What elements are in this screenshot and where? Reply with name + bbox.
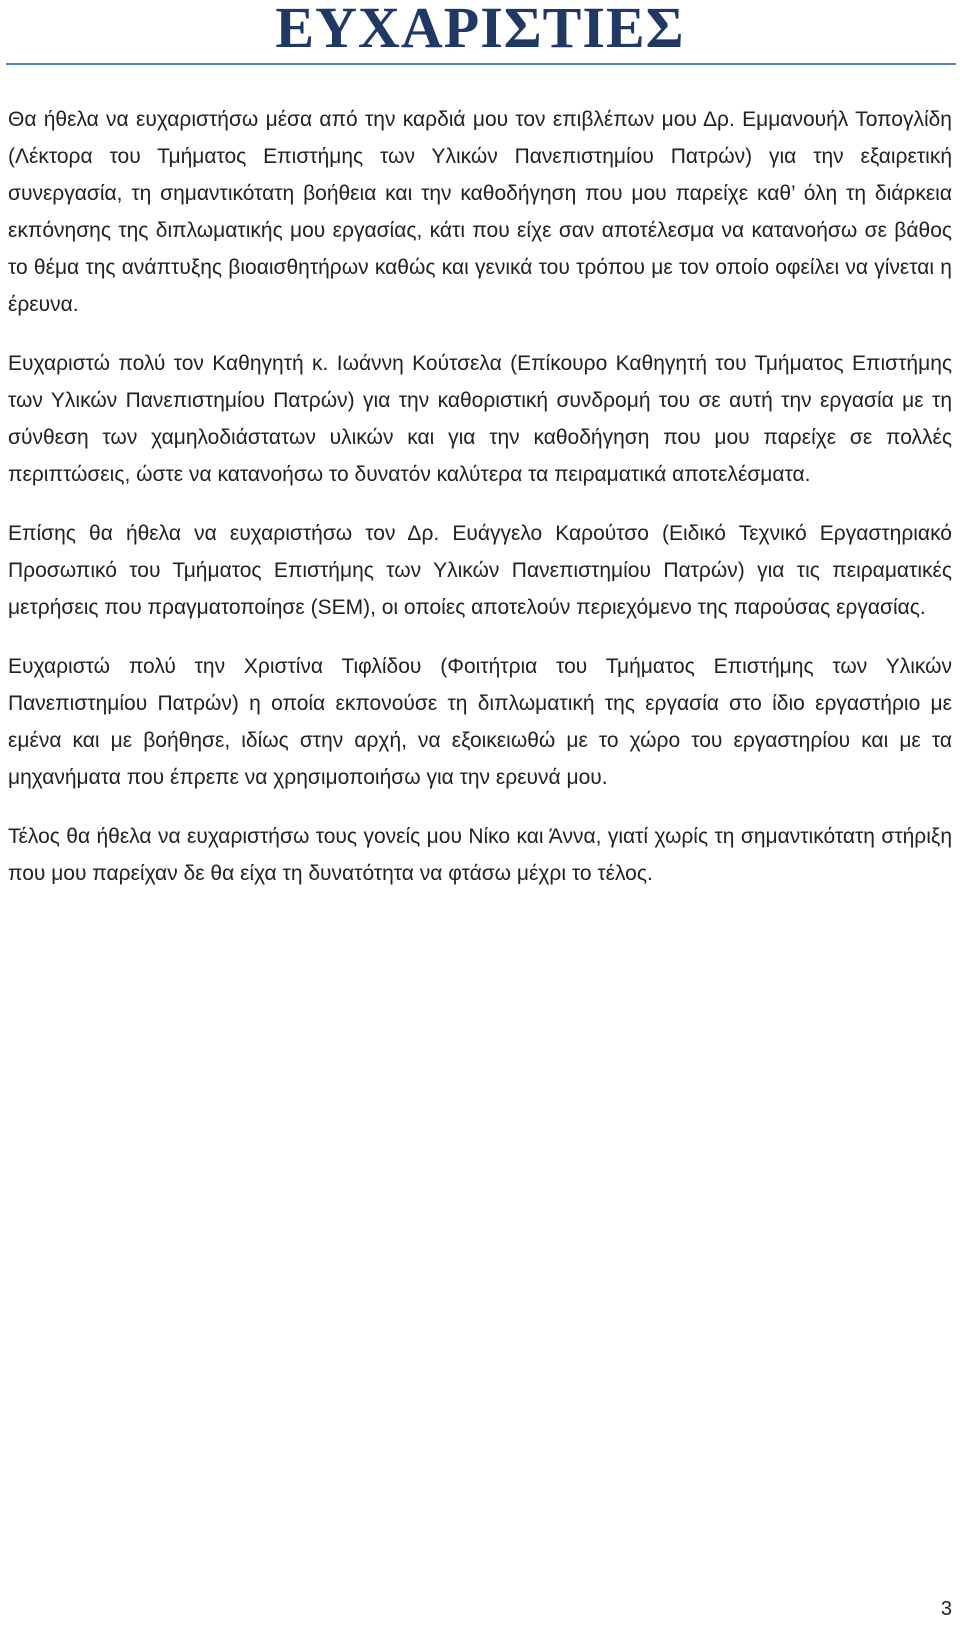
title-underline-rule	[6, 63, 956, 65]
page-title: ΕΥΧΑΡΙΣΤΙΕΣ	[275, 0, 685, 60]
paragraph-sem-thanks: Επίσης θα ήθελα να ευχαριστήσω τον Δρ. Ευάγγελο Καρούτσο (Ειδικό Τεχνικό Εργαστηριακό Προσωπικό του Τμήματος Επιστήμης των Υλικών Πανεπιστημίου Πατρών) για τις πειραματικές μετρήσεις που πραγματοποίησε (SEM), οι οποίες αποτελούν περιεχόμενο της παρούσας εργασίας.	[8, 522, 952, 619]
paragraph-supervisor-thanks: Θα ήθελα να ευχαριστήσω μέσα από την καρδιά μου τον επιβλέπων μου Δρ. Εμμανουήλ Τοπογλίδη (Λέκτορα του Τμήματος Επιστήμης των Υλικών Πανεπιστημίου Πατρών) για την εξαιρετική συνεργασία, τη σημαντικότατη βοήθεια και την καθοδήγηση που μου παρείχε καθ’ όλη τη διάρκεια εκπόνησης της διπλωματικής μου εργασίας, κάτι που είχε σαν αποτέλεσμα να κατανοήσω σε βάθος το θέμα της ανάπτυξης βιοαισθητήρων καθώς και γενικά του τρόπου με τον οποίο οφείλει να γίνεται η έρευνα.	[8, 108, 952, 316]
paragraph-professor-thanks: Ευχαριστώ πολύ τον Καθηγητή κ. Ιωάννη Κούτσελα (Επίκουρο Καθηγητή του Τμήματος Επιστήμης των Υλικών Πανεπιστημίου Πατρών) για την καθοριστική συνδρομή του σε αυτή την εργασία με τη σύνθεση των χαμηλοδιάστατων υλικών και για την καθοδήγηση που μου παρείχε σε πολλές περιπτώσεις, ώστε να κατανοήσω το δυνατόν καλύτερα τα πειραματικά αποτελέσματα.	[8, 352, 952, 486]
paragraph-parents-thanks: Τέλος θα ήθελα να ευχαριστήσω τους γονείς μου Νίκο και Άννα, γιατί χωρίς τη σημαντικότατη στήριξη που μου παρείχαν δε θα είχα τη δυνατότητα να φτάσω μέχρι το τέλος.	[8, 825, 952, 885]
acknowledgements-body	[8, 101, 952, 914]
page-number: 3	[940, 1598, 952, 1620]
paragraph-colleague-thanks: Ευχαριστώ πολύ την Χριστίνα Τιφλίδου (Φοιτήτρια του Τμήματος Επιστήμης των Υλικών Πανεπιστημίου Πατρών) η οποία εκπονούσε τη διπλωματική της εργασία στο ίδιο εργαστήριο με εμένα και με βοήθησε, ιδίως στην αρχή, να εξοικειωθώ με το χώρο του εργαστηρίου και με τα μηχανήματα που έπρεπε να χρησιμοποιήσω για την ερευνά μου.	[8, 655, 952, 789]
